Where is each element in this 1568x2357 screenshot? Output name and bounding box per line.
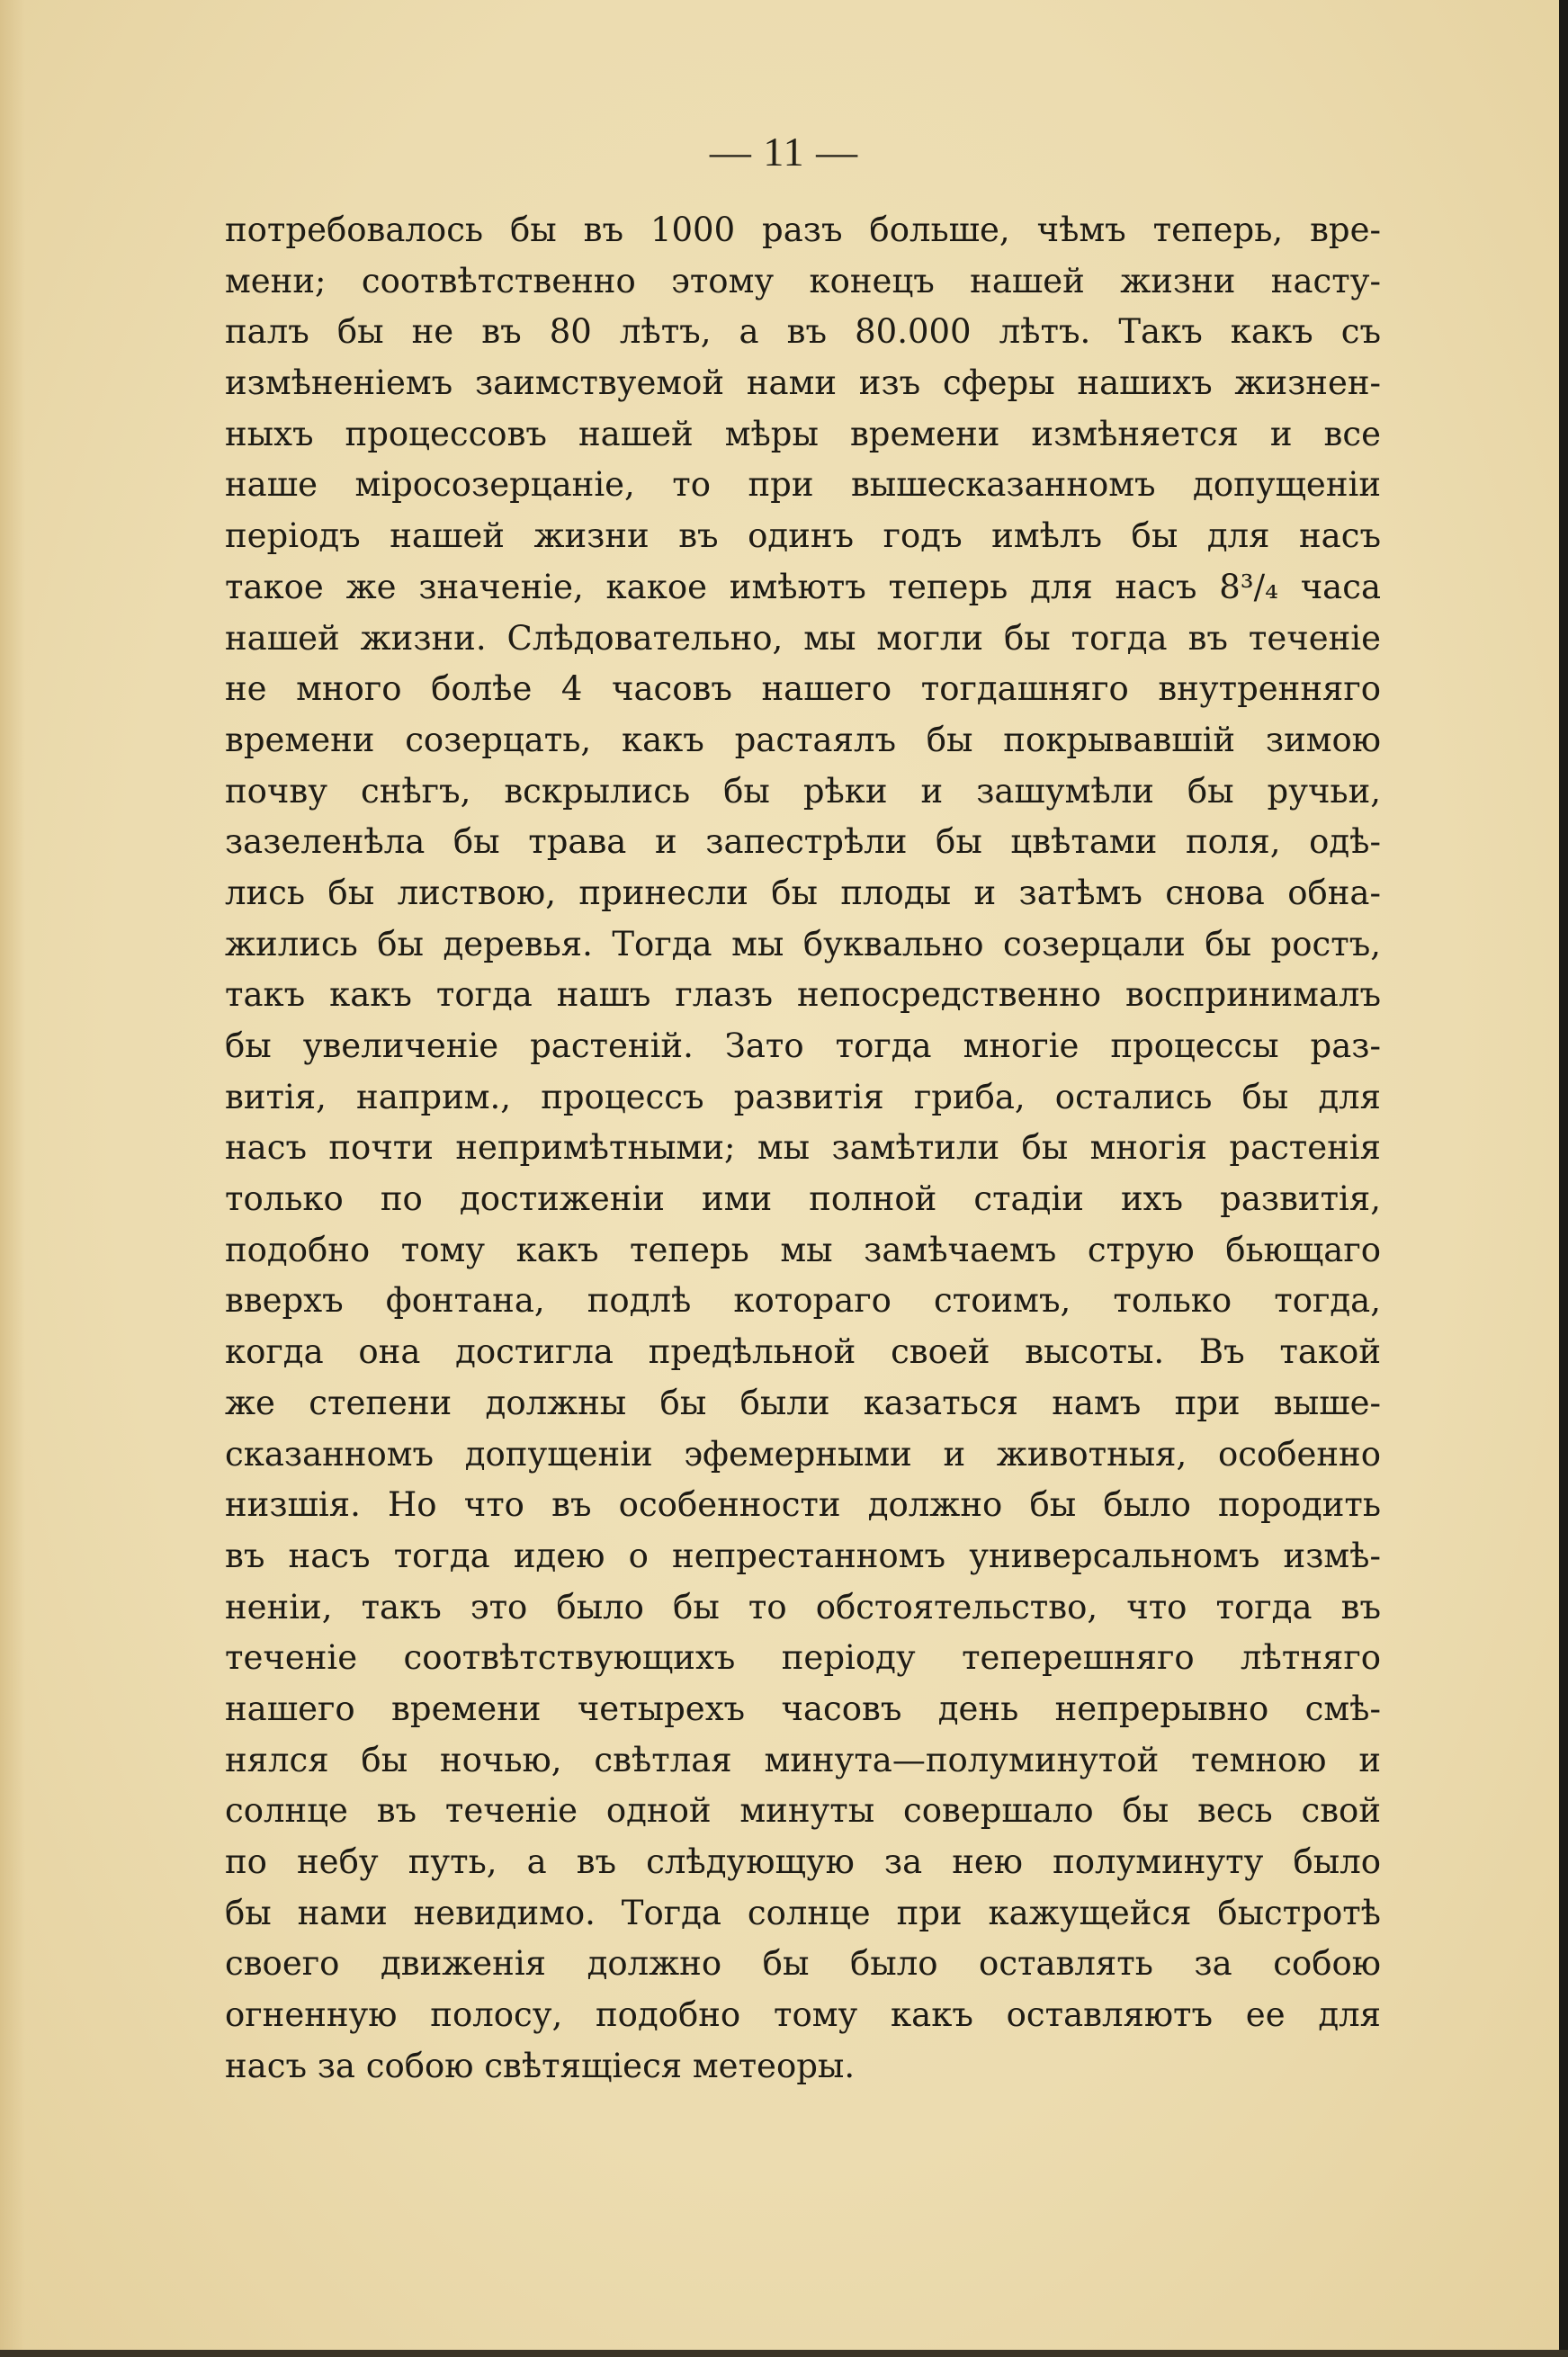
text-line: палъ бы не въ 80 лѣтъ, а въ 80.000 лѣтъ. Такъ какъ съ <box>225 312 1381 352</box>
text-line: неніи, такъ это было бы то обстоятельство, что тогда въ <box>225 1587 1381 1627</box>
text-line: только по достиженіи ими полной стадіи ихъ развитія, <box>225 1179 1381 1219</box>
text-line: нашего времени четырехъ часовъ день непрерывно смѣ- <box>225 1689 1381 1728</box>
text-line: своего движенія должно бы было оставлять за собою <box>225 1944 1381 1984</box>
text-line: насъ почти непримѣтными; мы замѣтили бы многія растенія <box>225 1128 1381 1168</box>
text-line: такое же значеніе, какое имѣютъ теперь для насъ 8³/₄ часа <box>225 567 1381 606</box>
scan-border-bottom <box>0 2350 1568 2357</box>
text-line: подобно тому какъ теперь мы замѣчаемъ струю бьющаго <box>225 1230 1381 1269</box>
text-line: не много болѣе 4 часовъ нашего тогдашняго внутренняго <box>225 669 1381 709</box>
text-line: такъ какъ тогда нашъ глазъ непосредственно воспринималъ <box>225 975 1381 1015</box>
text-line: когда она достигла предѣльной своей высоты. Въ такой <box>225 1332 1381 1372</box>
text-line: витія, наприм., процессъ развитія гриба, остались бы для <box>225 1077 1381 1116</box>
body-text <box>225 205 1381 2092</box>
text-line: бы увеличеніе растеній. Зато тогда многіе процессы раз- <box>225 1026 1381 1065</box>
text-line: измѣненіемъ заимствуемой нами изъ сферы нашихъ жизнен- <box>225 363 1381 403</box>
text-line: мени; соотвѣтственно этому конецъ нашей жизни насту- <box>225 261 1381 300</box>
text-line: нялся бы ночью, свѣтлая минута—полуминутой темною и <box>225 1740 1381 1779</box>
text-line: солнце въ теченіе одной минуты совершало бы весь свой <box>225 1791 1381 1831</box>
text-line: потребовалось бы въ 1000 разъ больше, чѣмъ теперь, вре- <box>225 211 1381 249</box>
text-line: теченіе соотвѣтствующихъ періоду теперешняго лѣтняго <box>225 1638 1381 1678</box>
text-line: же степени должны бы были казаться намъ при выше- <box>225 1383 1381 1422</box>
text-line: низшія. Но что въ особенности должно бы было породить <box>225 1485 1381 1525</box>
text-line: почву снѣгъ, вскрылись бы рѣки и зашумѣли бы ручьи, <box>225 771 1381 811</box>
text-line: лись бы листвою, принесли бы плоды и затѣмъ снова обна- <box>225 873 1381 912</box>
text-line: нашей жизни. Слѣдовательно, мы могли бы тогда въ теченіе <box>225 618 1381 658</box>
text-line: вверхъ фонтана, подлѣ котораго стоимъ, только тогда, <box>225 1281 1381 1321</box>
text-line: бы нами невидимо. Тогда солнце при кажущейся быстротѣ <box>225 1893 1381 1932</box>
text-line: жились бы деревья. Тогда мы буквально созерцали бы ростъ, <box>225 924 1381 963</box>
text-line: насъ за собою свѣтящіеся метеоры. <box>225 2046 856 2085</box>
text-line: времени созерцать, какъ растаялъ бы покрывавшій зимою <box>225 720 1381 759</box>
text-line: періодъ нашей жизни въ одинъ годъ имѣлъ бы для насъ <box>225 516 1381 556</box>
text-line: зазеленѣла бы трава и запестрѣли бы цвѣтами поля, одѣ- <box>225 822 1381 862</box>
page-number: — 11 — <box>709 129 859 175</box>
page-edge-shadow <box>0 0 25 2357</box>
text-line: въ насъ тогда идею о непрестанномъ универсальномъ измѣ- <box>225 1536 1381 1575</box>
text-line: сказанномъ допущеніи эфемерными и животныя, особенно <box>225 1434 1381 1474</box>
text-line: ныхъ процессовъ нашей мѣры времени измѣняется и все <box>225 414 1381 453</box>
text-line: по небу путь, а въ слѣдующую за нею полуминуту было <box>225 1842 1381 1881</box>
text-line: наше міросозерцаніе, то при вышесказанномъ допущеніи <box>225 465 1381 505</box>
scan-border-right <box>1559 0 1568 2357</box>
text-line: огненную полосу, подобно тому какъ оставляютъ ее для <box>225 1995 1381 2035</box>
